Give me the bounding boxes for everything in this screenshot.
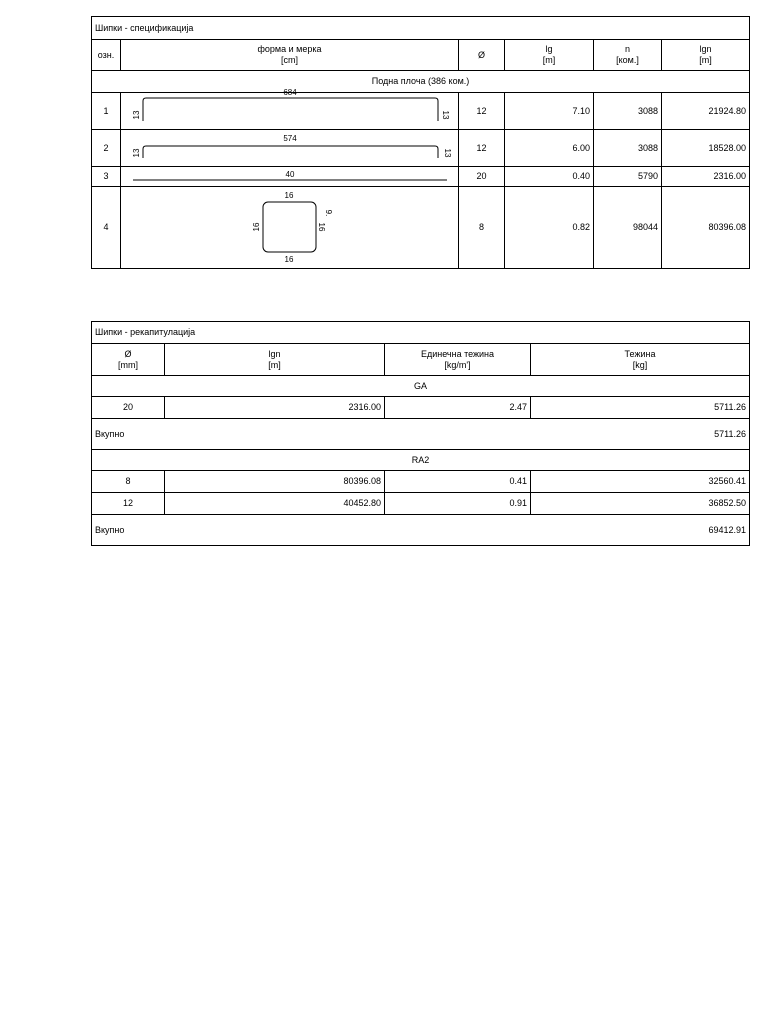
recap-group-label: GA <box>92 376 750 397</box>
col-header-n: n [ком.] <box>594 40 662 71</box>
table-row <box>92 130 750 167</box>
recap-header-row <box>92 344 750 376</box>
bar-lgn: 80396.08 <box>662 187 750 269</box>
bar-lg: 0.40 <box>505 167 594 187</box>
bar-n: 98044 <box>594 187 662 269</box>
bent-bar-drawing <box>121 88 459 129</box>
recap-lgn: 80396.08 <box>165 471 385 493</box>
col-header-unit-weight: Единечна тежина [kg/m'] <box>385 344 531 376</box>
total-row <box>92 515 750 546</box>
hook-left-label: 13 <box>132 148 141 158</box>
bar-length-label: 40 <box>285 170 295 179</box>
table-row <box>92 167 750 187</box>
bar-length-label: 684 <box>283 88 297 97</box>
recap-title: Шипки - рекапитулација <box>92 322 750 344</box>
table-row <box>92 397 750 419</box>
bar-lg: 6.00 <box>505 130 594 167</box>
bar-shape-cell <box>121 88 459 130</box>
bar-diameter: 20 <box>459 167 505 187</box>
bar-lgn: 21924.80 <box>662 93 750 130</box>
table-row <box>92 493 750 515</box>
col-header-diameter: Ø <box>459 40 505 71</box>
bar-shape-cell <box>121 167 459 187</box>
bar-mark: 3 <box>92 167 121 187</box>
stirrup-right-label: 16 <box>317 222 326 232</box>
stirrup-drawing <box>121 187 459 268</box>
bar-diameter: 12 <box>459 93 505 130</box>
recap-weight: 5711.26 <box>531 397 750 419</box>
col-header-mark: озн. <box>92 40 121 71</box>
table-row <box>92 93 750 130</box>
recap-diameter: 20 <box>92 397 165 419</box>
stirrup-top-label: 16 <box>284 191 294 200</box>
specification-table <box>91 16 750 269</box>
hook-right-label: 13 <box>441 110 450 120</box>
bar-diameter: 8 <box>459 187 505 269</box>
col-header-diameter: Ø [mm] <box>92 344 165 376</box>
bar-mark: 2 <box>92 130 121 167</box>
bar-shape-cell <box>121 130 459 167</box>
bar-lgn: 18528.00 <box>662 130 750 167</box>
col-header-lgn: lgn [m] <box>662 40 750 71</box>
recap-unit-weight: 0.91 <box>385 493 531 515</box>
bar-n: 5790 <box>594 167 662 187</box>
recap-lgn: 40452.80 <box>165 493 385 515</box>
col-header-lg: lg [m] <box>505 40 594 71</box>
bar-mark: 1 <box>92 93 121 130</box>
bar-n: 3088 <box>594 130 662 167</box>
hook-left-label: 13 <box>132 110 141 120</box>
table-row <box>92 471 750 493</box>
bar-mark: 4 <box>92 187 121 269</box>
total-row <box>92 419 750 450</box>
recap-unit-weight: 2.47 <box>385 397 531 419</box>
total-value: 5711.26 <box>385 419 750 450</box>
spec-title: Шипки - спецификација <box>92 17 750 40</box>
recap-diameter: 12 <box>92 493 165 515</box>
total-label: Вкупно <box>92 515 385 546</box>
table-row <box>92 187 750 269</box>
recap-diameter: 8 <box>92 471 165 493</box>
recap-group-label: RA2 <box>92 450 750 471</box>
recap-weight: 36852.50 <box>531 493 750 515</box>
recap-unit-weight: 0.41 <box>385 471 531 493</box>
recap-lgn: 2316.00 <box>165 397 385 419</box>
stirrup-left-label: 16 <box>252 222 261 232</box>
bent-bar-drawing <box>121 130 459 166</box>
total-label: Вкупно <box>92 419 385 450</box>
stirrup-bottom-label: 16 <box>284 255 294 264</box>
total-value: 69412.91 <box>385 515 750 546</box>
bar-diameter: 12 <box>459 130 505 167</box>
bar-shape-cell <box>121 187 459 269</box>
hook-right-label: 13 <box>443 148 452 158</box>
col-header-weight: Тежина [kg] <box>531 344 750 376</box>
recap-weight: 32560.41 <box>531 471 750 493</box>
col-header-shape: форма и мерка [cm] <box>121 40 459 71</box>
bar-lg: 0.82 <box>505 187 594 269</box>
bar-n: 3088 <box>594 93 662 130</box>
stirrup-hook-label: 9. <box>324 209 333 217</box>
bar-length-label: 574 <box>283 134 297 143</box>
col-header-lgn: lgn [m] <box>165 344 385 376</box>
bar-lgn: 2316.00 <box>662 167 750 187</box>
spec-group-label: Подна плоча (386 ком.) <box>92 71 750 93</box>
recapitulation-table <box>91 321 750 546</box>
straight-bar-drawing <box>121 167 459 186</box>
bar-lg: 7.10 <box>505 93 594 130</box>
spec-header-row <box>92 40 750 71</box>
